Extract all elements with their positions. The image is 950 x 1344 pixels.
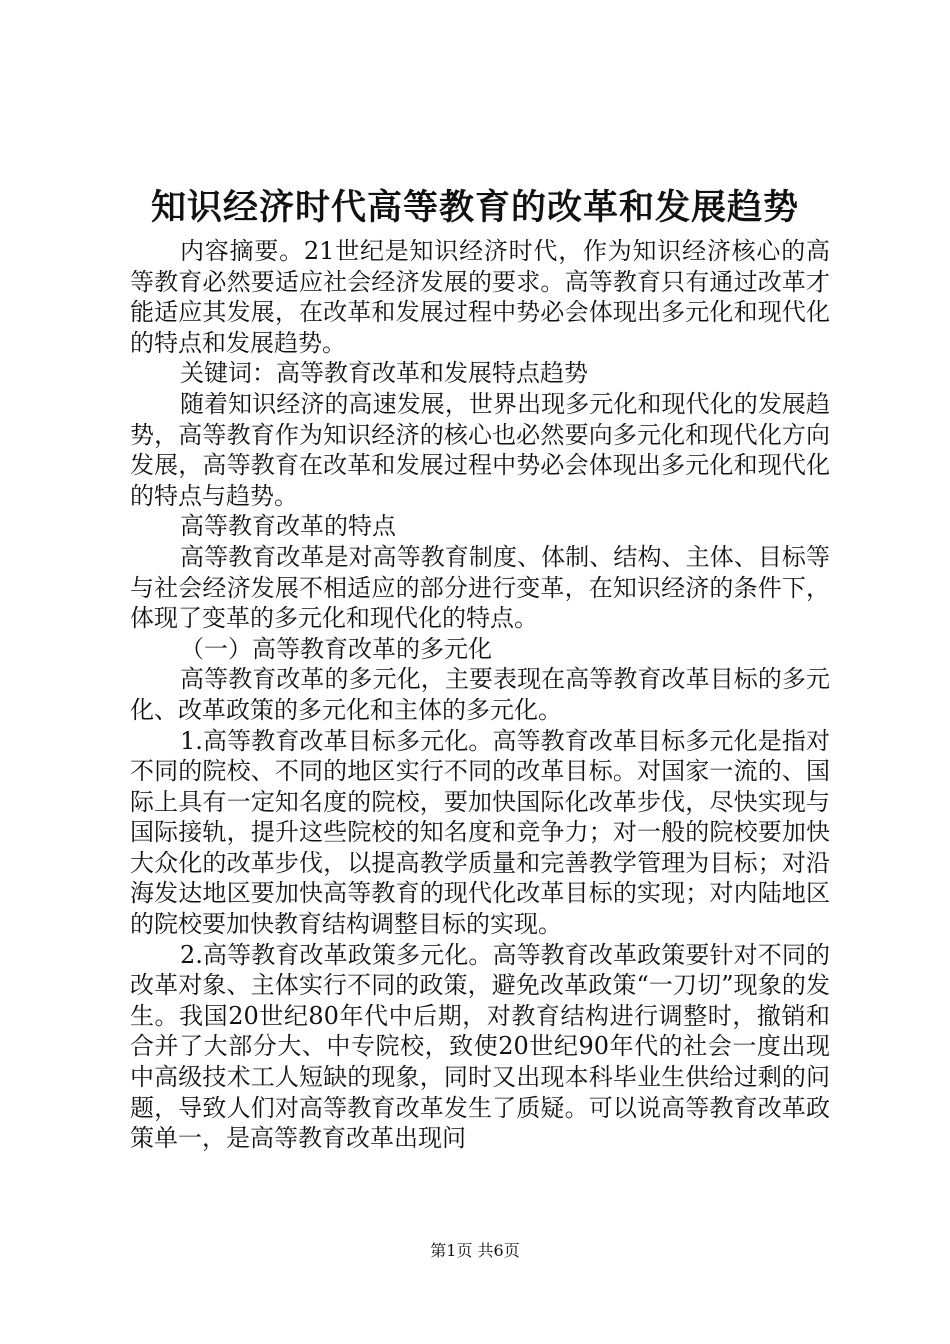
page-footer: 第1页 共6页 (430, 1241, 520, 1260)
intro-paragraph: 随着知识经济的高速发展，世界出现多元化和现代化的发展趋势，高等教育作为知识经济的核心也必然要向多元化和现代化方向发展，高等教育在改革和发展过程中势必会体现出多元化和现代化的特点与趋势。 (130, 389, 830, 510)
document-body (130, 236, 830, 1154)
numbered-paragraph: 2.高等教育改革政策多元化。高等教育改革政策要针对不同的改革对象、主体实行不同的政策，避免改革政策“一刀切”现象的发生。我国20世纪80年代中后期，对教育结构进行调整时，撤销和合并了大部分大、中专院校，致使20世纪90年代的社会一度出现中高级技术工人短缺的现象，同时又出现本科毕业生供给过剩的问题，导致人们对高等教育改革发生了质疑。可以说高等教育改革政策单一，是高等教育改革出现问 (130, 940, 830, 1153)
body-paragraph: 高等教育改革是对高等教育制度、体制、结构、主体、目标等与社会经济发展不相适应的部分进行变革，在知识经济的条件下，体现了变革的多元化和现代化的特点。 (130, 542, 830, 633)
subsection-heading: （一）高等教育改革的多元化 (180, 634, 492, 663)
keywords-paragraph: 关键词：高等教育改革和发展特点趋势 (180, 359, 588, 388)
section-heading: 高等教育改革的特点 (180, 512, 396, 541)
numbered-paragraph: 1.高等教育改革目标多元化。高等教育改革目标多元化是指对不同的院校、不同的地区实行不同的改革目标。对国家一流的、国际上具有一定知名度的院校，要加快国际化改革步伐，尽快实现与国际接轨，提升这些院校的知名度和竞争力；对一般的院校要加快大众化的改革步伐，以提高教学质量和完善教学管理为目标；对沿海发达地区要加快高等教育的现代化改革目标的实现；对内陆地区的院校要加快教育结构调整目标的实现。 (130, 726, 830, 939)
document-title: 知识经济时代高等教育的改革和发展趋势 (150, 187, 799, 228)
abstract-paragraph: 内容摘要。21世纪是知识经济时代，作为知识经济核心的高等教育必然要适应社会经济发展的要求。高等教育只有通过改革才能适应其发展，在改革和发展过程中势必会体现出多元化和现代化的特点和发展趋势。 (130, 237, 830, 357)
body-paragraph: 高等教育改革的多元化，主要表现在高等教育改革目标的多元化、改革政策的多元化和主体的多元化。 (130, 665, 830, 724)
